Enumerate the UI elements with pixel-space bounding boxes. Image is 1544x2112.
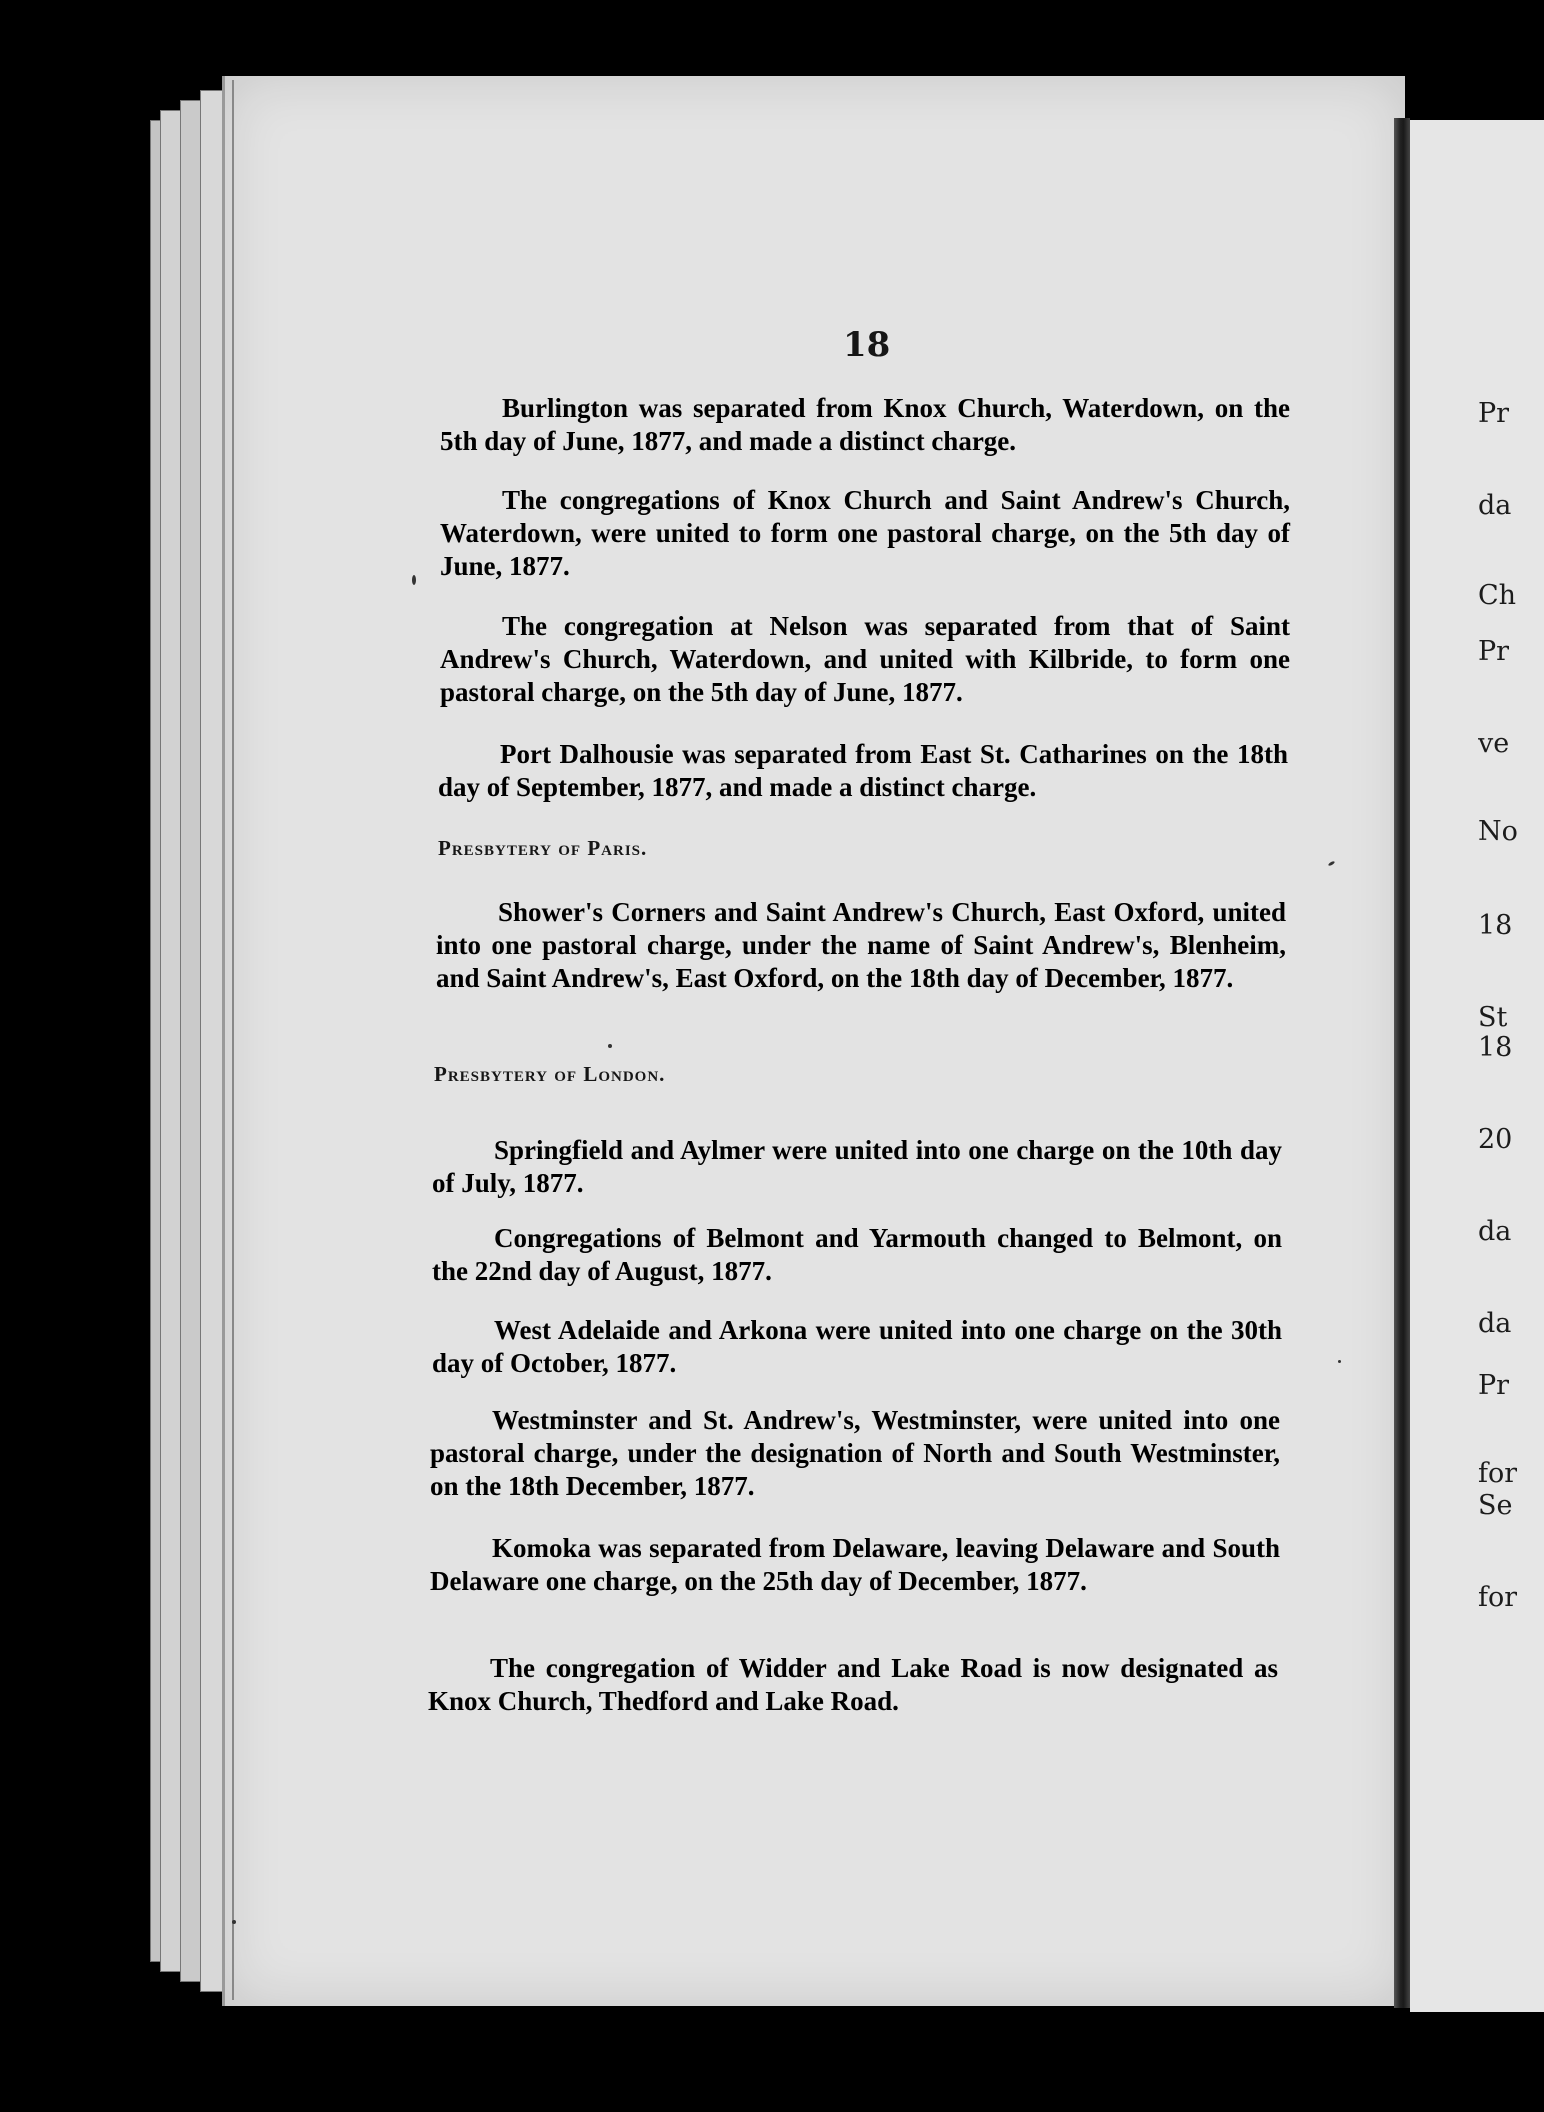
section-heading: Presbytery of London. [434,1062,666,1086]
scan-speck [1338,1360,1341,1363]
page-edge-line [232,80,234,2000]
page-number: 18 [843,325,891,365]
facing-fragment: da [1478,490,1512,521]
facing-fragment: Pr [1478,636,1510,667]
paragraph-text: Congregations of Belmont and Yarmouth changed to Belmont, on the 22nd day of August, 1877. [432,1223,1282,1286]
facing-fragment: Pr [1478,1370,1510,1401]
facing-fragment: for [1478,1582,1518,1613]
scan-speck [412,575,416,585]
facing-page [1410,120,1544,2012]
paragraph [432,1314,1282,1380]
facing-fragment: No [1478,816,1518,847]
paragraph [430,1532,1280,1598]
facing-fragment: da [1478,1308,1512,1339]
paragraph-text: Westminster and St. Andrew's, Westminster, were united into one pastoral charge, under the designation of North and South Westminster, on the 18th December, 1877. [430,1405,1280,1501]
paragraph [436,896,1286,995]
paragraph-text: The congregations of Knox Church and Saint Andrew's Church, Waterdown, were united to form one pastoral charge, on the 5th day of June, 1877. [440,485,1290,581]
paragraph [438,738,1288,804]
facing-fragment: 18 [1478,1032,1513,1063]
facing-fragment: for [1478,1458,1518,1489]
paragraph-text: Burlington was separated from Knox Church, Waterdown, on the 5th day of June, 1877, and made a distinct charge. [440,393,1290,456]
paragraph-text: West Adelaide and Arkona were united into one charge on the 30th day of October, 1877. [432,1315,1282,1378]
facing-fragment: Pr [1478,398,1510,429]
scan-speck [608,1044,612,1048]
facing-fragment: St [1478,1002,1508,1033]
paragraph [430,1404,1280,1503]
paragraph [428,1652,1278,1718]
facing-fragment: ve [1478,728,1510,759]
paragraph [440,392,1290,458]
paragraph-text: The congregation of Widder and Lake Road is now designated as Knox Church, Thedford and Lake Road. [428,1653,1278,1716]
scan-speck [232,1920,236,1924]
facing-fragment: da [1478,1216,1512,1247]
facing-fragment: Ch [1478,580,1517,611]
paragraph [432,1222,1282,1288]
facing-fragment: Se [1478,1490,1513,1521]
paragraph [440,610,1290,709]
paragraph-text: Shower's Corners and Saint Andrew's Church, East Oxford, united into one pastoral charge, under the name of Saint Andrew's, Blenheim, and Saint Andrew's, East Oxford, on the 18th day of December, 1877. [436,897,1286,993]
paragraph [432,1134,1282,1200]
facing-fragment: 18 [1478,910,1513,941]
book-gutter [1394,118,1410,2008]
paragraph-text: Springfield and Aylmer were united into one charge on the 10th day of July, 1877. [432,1135,1282,1198]
paragraph-text: The congregation at Nelson was separated from that of Saint Andrew's Church, Waterdown, and united with Kilbride, to form one pastoral charge, on the 5th day of June, 1877. [440,611,1290,707]
paragraph-text: Port Dalhousie was separated from East St. Catharines on the 18th day of September, 1877, and made a distinct charge. [438,739,1288,802]
paragraph [440,484,1290,583]
facing-fragment: 20 [1478,1124,1513,1155]
paragraph-text: Komoka was separated from Delaware, leaving Delaware and South Delaware one charge, on the 25th day of December, 1877. [430,1533,1280,1596]
section-heading: Presbytery of Paris. [438,836,648,860]
